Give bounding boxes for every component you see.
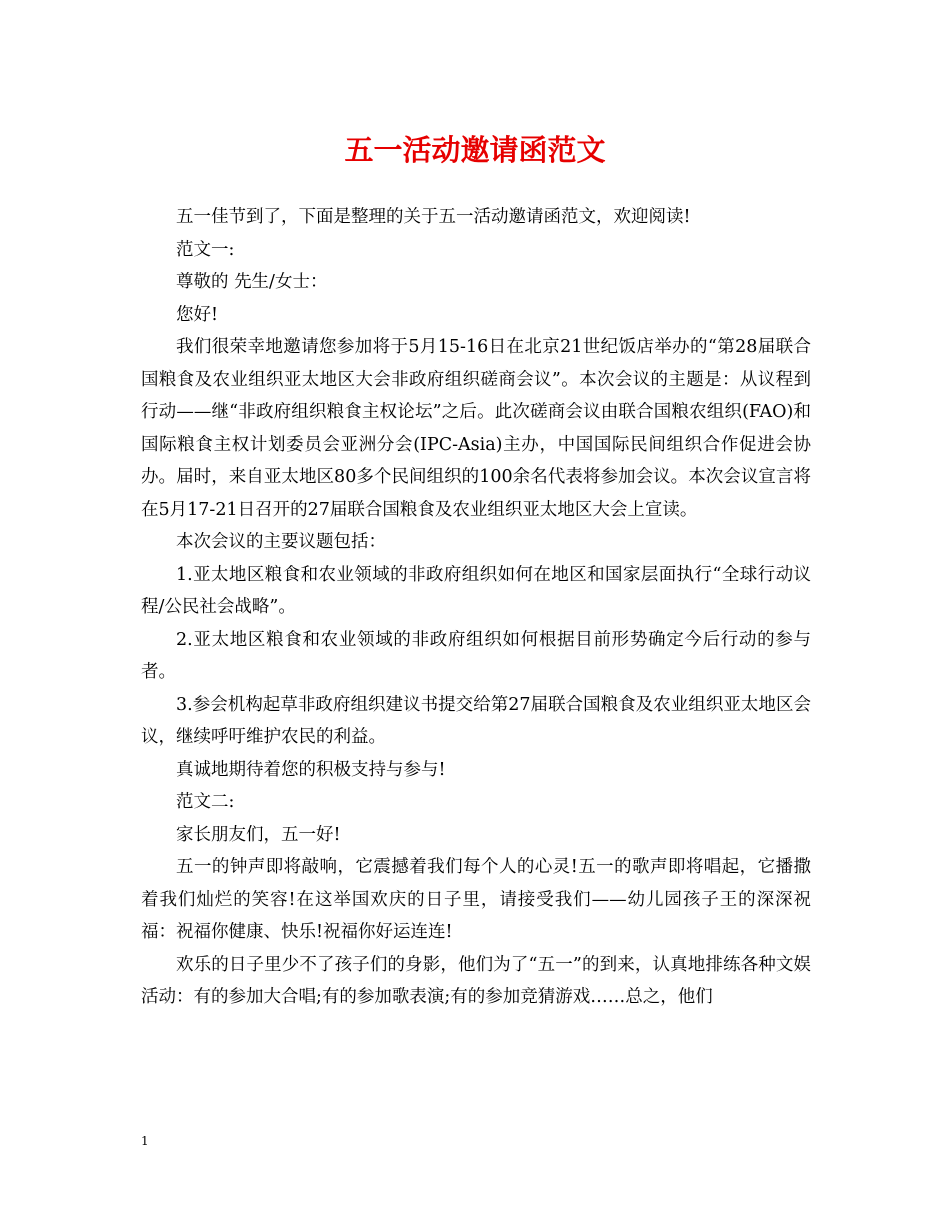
document-body bbox=[141, 201, 811, 1014]
paragraph-activities: 欢乐的日子里少不了孩子们的身影，他们为了“五一”的到来，认真地排练各种文娱活动：有的参加大合唱;有的参加歌表演;有的参加竞猜游戏……总之，他们 bbox=[141, 954, 811, 1007]
paragraph-salutation: 尊敬的 先生/女士： bbox=[176, 272, 328, 292]
paragraph-topics-heading: 本次会议的主要议题包括： bbox=[176, 532, 386, 552]
paragraph-blessing: 五一的钟声即将敲响，它震撼着我们每个人的心灵!五一的歌声即将唱起，它播撒着我们灿烂的笑容!在这举国欢庆的日子里，请接受我们——幼儿园孩子王的深深祝福：祝福你健康、快乐!祝福你好运连连! bbox=[141, 857, 811, 942]
paragraph-sample-two-heading: 范文二: bbox=[176, 792, 235, 812]
paragraph-closing: 真诚地期待着您的积极支持与参与! bbox=[176, 759, 446, 780]
paragraph-topic-1: 1.亚太地区粮食和农业领域的非政府组织如何在地区和国家层面执行“全球行动议程/公民社会战略”。 bbox=[141, 564, 811, 617]
page-number: 1 bbox=[141, 1134, 149, 1148]
paragraph-topic-2: 2.亚太地区粮食和农业领域的非政府组织如何根据目前形势确定今后行动的参与者。 bbox=[141, 629, 811, 682]
paragraph-intro: 五一佳节到了，下面是整理的关于五一活动邀请函范文，欢迎阅读! bbox=[176, 207, 691, 227]
paragraph-parents-greeting: 家长朋友们，五一好! bbox=[176, 824, 341, 845]
paragraph-sample-one-heading: 范文一: bbox=[176, 239, 235, 260]
paragraph-invitation: 我们很荣幸地邀请您参加将于5月15-16日在北京21世纪饭店举办的“第28届联合国粮食及农业组织亚太地区大会非政府组织磋商会议”。本次会议的主题是：从议程到行动——继“非政府组织粮食主权论坛”之后。此次磋商会议由联合国粮农组织(FAO)和国际粮食主权计划委员会亚洲分会(IPC-Asia)主办，中国国际民间组织合作促进会协办。届时，来自亚太地区80多个民间组织的100余名代表将参加会议。本次会议宣言将在5月17-21日召开的27届联合国粮食及农业组织亚太地区大会上宣读。 bbox=[141, 337, 811, 520]
paragraph-greeting: 您好! bbox=[176, 304, 219, 325]
paragraph-topic-3: 3.参会机构起草非政府组织建议书提交给第27届联合国粮食及农业组织亚太地区会议，继续呼吁维护农民的利益。 bbox=[141, 694, 811, 747]
document-title: 五一活动邀请函范文 bbox=[344, 133, 606, 167]
